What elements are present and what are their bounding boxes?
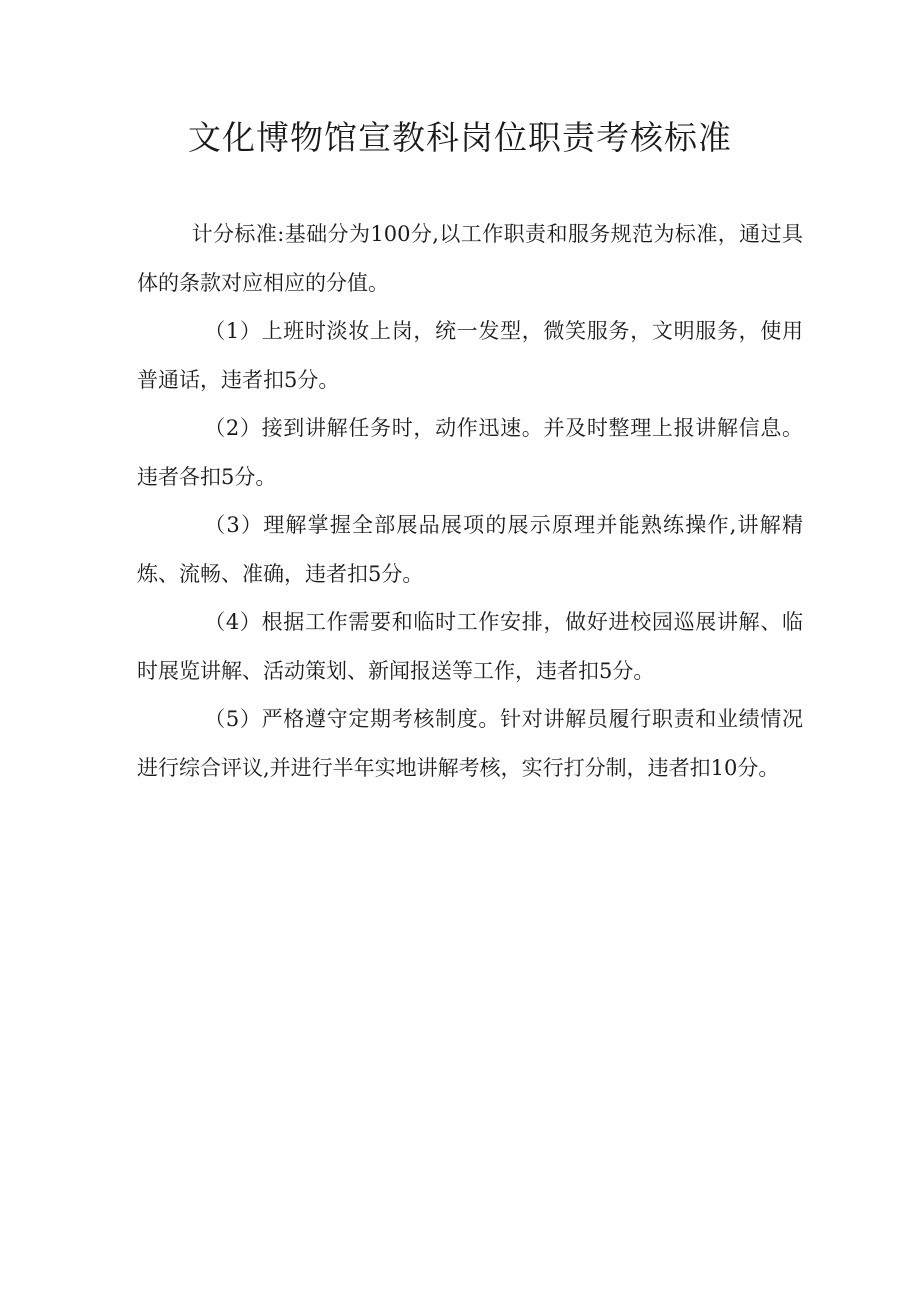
rule-item-5: （5）严格遵守定期考核制度。针对讲解员履行职责和业绩情况进行综合评议,并进行半年实地讲解考核，实行打分制，违者扣10分。 [137, 707, 803, 780]
rule-item-4: （4）根据工作需要和临时工作安排，做好进校园巡展讲解、临时展览讲解、活动策划、新闻报送等工作，违者扣5分。 [137, 610, 803, 683]
document-body [137, 210, 803, 792]
rule-item-2: （2）接到讲解任务时，动作迅速。并及时整理上报讲解信息。违者各扣5分。 [137, 416, 803, 489]
rule-item-1: （1）上班时淡妆上岗，统一发型，微笑服务，文明服务，使用普通话，违者扣5分。 [137, 319, 803, 392]
rule-item-3: （3）理解掌握全部展品展项的展示原理并能熟练操作,讲解精炼、流畅、准确，违者扣5分。 [137, 513, 803, 586]
page-title: 文化博物馆宣教科岗位职责考核标准 [188, 118, 732, 157]
scoring-standard-paragraph: 计分标准:基础分为100分,以工作职责和服务规范为标准，通过具体的条款对应相应的分值。 [137, 222, 803, 295]
